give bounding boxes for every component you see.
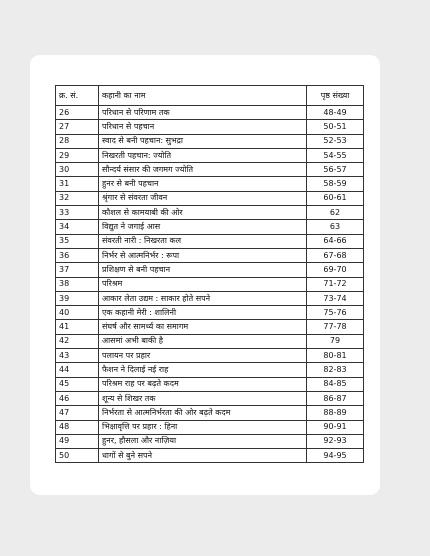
row-story-name: हुनर से बनी पहचान [99,177,307,191]
table-row [56,277,364,291]
row-story-name: भिक्षावृत्ति पर प्रहार : हिना [99,420,307,434]
row-story-name: सौन्दर्य संसार की जगमग ज्योति [99,163,307,177]
table-row [56,134,364,148]
table-row [56,120,364,134]
row-serial: 34 [56,220,99,234]
table-header-row [56,86,364,106]
row-serial: 30 [56,163,99,177]
table-body [56,106,364,463]
row-serial: 47 [56,406,99,420]
row-serial: 36 [56,248,99,262]
row-serial: 39 [56,291,99,305]
row-serial: 43 [56,349,99,363]
row-story-name: परिश्रम राह पर बढ़ते कदम [99,377,307,391]
row-story-name: निर्भरता से आत्मनिर्भरता की ओर बढ़ते कदम [99,406,307,420]
row-page-number: 92-93 [307,434,364,448]
row-page-number: 56-57 [307,163,364,177]
row-story-name: शून्य से शिखर तक [99,391,307,405]
header-story-name: कहानी का नाम [99,86,307,106]
row-story-name: कौशल से कामयाबी की ओर [99,206,307,220]
row-story-name: स्वाद से बनी पहचान: सुभद्रा [99,134,307,148]
table-row [56,234,364,248]
table-row [56,363,364,377]
row-page-number: 64-66 [307,234,364,248]
row-serial: 32 [56,191,99,205]
row-story-name: विद्युत ने जगाई आस [99,220,307,234]
row-serial: 40 [56,306,99,320]
row-page-number: 75-76 [307,306,364,320]
table-row [56,306,364,320]
row-page-number: 94-95 [307,449,364,463]
table-row [56,206,364,220]
document-page [30,55,380,495]
row-page-number: 54-55 [307,148,364,162]
header-page-number: पृष्ठ संख्या [307,86,364,106]
header-serial: क्र. सं. [56,86,99,106]
row-serial: 27 [56,120,99,134]
row-page-number: 71-72 [307,277,364,291]
row-story-name: श्रृंगार से संवरता जीवन [99,191,307,205]
row-serial: 46 [56,391,99,405]
row-serial: 44 [56,363,99,377]
row-story-name: परिश्रम [99,277,307,291]
table-row [56,220,364,234]
table-row [56,320,364,334]
table-row [56,449,364,463]
table-row [56,291,364,305]
row-serial: 33 [56,206,99,220]
row-serial: 38 [56,277,99,291]
table-row [56,163,364,177]
row-page-number: 67-68 [307,248,364,262]
table-row [56,263,364,277]
row-story-name: आसमां अभी बाकी है [99,334,307,348]
table-row [56,420,364,434]
row-page-number: 48-49 [307,106,364,120]
table-row [56,434,364,448]
row-story-name: परिधान से पहचान [99,120,307,134]
table-row [56,377,364,391]
row-page-number: 50-51 [307,120,364,134]
row-serial: 35 [56,234,99,248]
row-page-number: 69-70 [307,263,364,277]
table-row [56,391,364,405]
row-page-number: 90-91 [307,420,364,434]
table-row [56,248,364,262]
row-serial: 26 [56,106,99,120]
table-row [56,406,364,420]
row-page-number: 79 [307,334,364,348]
row-page-number: 88-89 [307,406,364,420]
row-page-number: 84-85 [307,377,364,391]
table-row [56,349,364,363]
row-story-name: धागों से बुने सपने [99,449,307,463]
row-page-number: 63 [307,220,364,234]
row-page-number: 82-83 [307,363,364,377]
row-story-name: निर्भर से आत्मनिर्भर : रूपा [99,248,307,262]
table-row [56,148,364,162]
row-serial: 45 [56,377,99,391]
row-story-name: निखरती पहचान: ज्योति [99,148,307,162]
row-serial: 41 [56,320,99,334]
row-story-name: परिधान से परिणाम तक [99,106,307,120]
row-serial: 50 [56,449,99,463]
row-page-number: 62 [307,206,364,220]
row-story-name: संवरती नारी : निखरता कल [99,234,307,248]
row-story-name: एक कहानी मेरी : शालिनी [99,306,307,320]
row-story-name: आकार लेता उद्यम : साकार होते सपने [99,291,307,305]
table-row [56,334,364,348]
row-story-name: संघर्ष और सामर्थ्य का समागम [99,320,307,334]
row-serial: 42 [56,334,99,348]
row-story-name: हुनर, हौसला और नाज़िया [99,434,307,448]
row-serial: 28 [56,134,99,148]
row-serial: 48 [56,420,99,434]
row-story-name: फैशन ने दिलाई नई राह [99,363,307,377]
table-row [56,177,364,191]
table-row [56,106,364,120]
table-row [56,191,364,205]
contents-table [55,85,364,463]
row-page-number: 52-53 [307,134,364,148]
row-serial: 49 [56,434,99,448]
row-serial: 29 [56,148,99,162]
row-page-number: 77-78 [307,320,364,334]
row-story-name: प्रशिक्षण से बनी पहचान [99,263,307,277]
row-serial: 37 [56,263,99,277]
row-page-number: 86-87 [307,391,364,405]
row-page-number: 73-74 [307,291,364,305]
row-page-number: 60-61 [307,191,364,205]
row-page-number: 80-81 [307,349,364,363]
row-story-name: पलायन पर प्रहार [99,349,307,363]
row-page-number: 58-59 [307,177,364,191]
row-serial: 31 [56,177,99,191]
